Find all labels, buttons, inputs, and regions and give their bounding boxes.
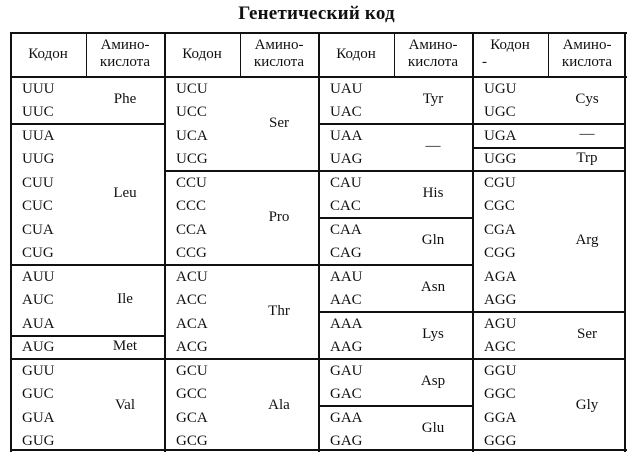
codon-cell: UUA: [22, 127, 55, 144]
codon-cell: CAA: [330, 221, 362, 238]
amino-acid-label: Val: [115, 396, 135, 413]
codon-cell: ACA: [176, 315, 208, 332]
column-border: [318, 32, 320, 452]
codon-cell: UGA: [484, 127, 517, 144]
header-amino-line1: Амино-: [254, 37, 304, 53]
header-subcolumn-border: [240, 32, 241, 76]
amino-acid-label: Arg: [575, 232, 599, 248]
codon-cell: UUU: [22, 80, 55, 97]
amino-acid-label: —: [425, 138, 441, 154]
amino-acid-label: Lys: [422, 326, 444, 342]
header-amino-line1: Амино-: [408, 37, 458, 53]
codon-cell: UGU: [484, 80, 517, 97]
amino-acid-label: Gln: [421, 232, 445, 248]
codon-cell: AGA: [484, 268, 517, 285]
codon-cell: GAA: [330, 409, 363, 426]
codon-cell: GGU: [484, 362, 517, 379]
codon-cell: GAU: [330, 362, 363, 379]
amino-acid-label: Ser: [577, 326, 597, 342]
header-subcolumn-border: [86, 32, 87, 76]
codon-cell: UCA: [176, 127, 208, 144]
codon-cell: AUA: [22, 315, 55, 332]
amino-acid-label: Thr: [268, 302, 290, 319]
amino-acid-label: Pro: [268, 208, 290, 225]
codon-cell: AAU: [330, 268, 363, 285]
codon-cell: UCG: [176, 151, 208, 168]
header-subcolumn-border: [548, 32, 549, 76]
codon-cell: AGU: [484, 315, 517, 332]
amino-acid-label: Ala: [268, 396, 290, 413]
codon-cell: GUG: [22, 433, 55, 450]
codon-cell: GAG: [330, 433, 363, 450]
codon-cell: UAG: [330, 151, 363, 168]
column-border: [624, 32, 626, 452]
header-codon-label: Кодон: [490, 37, 530, 53]
header-amino-line2: кислота: [407, 54, 459, 70]
codon-cell: GGA: [484, 409, 517, 426]
header-subcolumn-border: [394, 32, 395, 76]
codon-cell: AGG: [484, 292, 517, 309]
codon-cell: CGA: [484, 221, 516, 238]
header-amino-line1: Амино-: [100, 37, 150, 53]
genetic-code-table: [10, 32, 627, 452]
header-amino-line2: кислота: [561, 54, 613, 70]
header-amino-line2: кислота: [253, 54, 305, 70]
codon-cell: CAU: [330, 174, 362, 191]
codon-cell: GCG: [176, 433, 208, 450]
codon-cell: UUG: [22, 151, 55, 168]
codon-cell: CGG: [484, 245, 516, 262]
header-codon: Кодон: [28, 45, 68, 62]
header-amino-acid: [548, 32, 626, 76]
codon-cell: UGC: [484, 104, 516, 121]
amino-acid-label: Ser: [269, 114, 289, 131]
codon-cell: GUA: [22, 409, 55, 426]
codon-cell: AGC: [484, 339, 516, 356]
codon-cell: GCU: [176, 362, 208, 379]
column-border: [10, 32, 12, 452]
amino-acid-label: Ile: [117, 290, 133, 307]
amino-acid-label: His: [422, 185, 444, 201]
codon-cell: GGC: [484, 386, 516, 403]
codon-cell: UAA: [330, 127, 363, 144]
codon-cell: UUC: [22, 104, 54, 121]
codon-cell: UAC: [330, 104, 362, 121]
codon-cell: AUG: [22, 339, 55, 356]
amino-acid-label: Cys: [575, 91, 599, 107]
header-codon: Кодон: [182, 45, 222, 62]
codon-cell: CUA: [22, 221, 54, 238]
codon-cell: GCC: [176, 386, 207, 403]
codon-cell: CCA: [176, 221, 207, 238]
amino-acid-label: Tyr: [422, 91, 444, 107]
codon-cell: GAC: [330, 386, 362, 403]
codon-cell: ACC: [176, 292, 207, 309]
amino-acid-label: Leu: [113, 185, 137, 201]
codon-cell: AAA: [330, 315, 363, 332]
codon-cell: AUU: [22, 268, 55, 285]
codon-cell: CUC: [22, 198, 53, 215]
codon-cell: CCU: [176, 174, 207, 191]
codon-cell: AUC: [22, 292, 54, 309]
codon-cell: CGU: [484, 174, 516, 191]
amino-acid-label: Glu: [421, 420, 445, 436]
codon-cell: GCA: [176, 409, 208, 426]
amino-acid-label: Trp: [576, 149, 598, 166]
amino-acid-label: Asn: [420, 279, 446, 295]
amino-acid-label: Met: [112, 337, 138, 354]
codon-cell: ACG: [176, 339, 208, 356]
codon-cell: UCC: [176, 104, 207, 121]
codon-cell: AAG: [330, 339, 363, 356]
codon-cell: CUG: [22, 245, 54, 262]
codon-cell: CAG: [330, 245, 362, 262]
codon-cell: CUU: [22, 174, 54, 191]
codon-cell: CAC: [330, 198, 361, 215]
page-title: Генетический код: [238, 3, 395, 24]
codon-cell: GUC: [22, 386, 54, 403]
column-border: [472, 32, 474, 452]
header-amino-line2: кислота: [99, 54, 151, 70]
codon-cell: UCU: [176, 80, 208, 97]
codon-cell: ACU: [176, 268, 208, 285]
codon-cell: CCG: [176, 245, 207, 262]
header-codon: Кодон: [336, 45, 376, 62]
codon-cell: GGG: [484, 433, 517, 450]
header-amino-acid: [394, 32, 472, 76]
codon-cell: GUU: [22, 362, 55, 379]
header-amino-acid: [240, 32, 318, 76]
codon-cell: UGG: [484, 151, 517, 168]
column-border: [164, 32, 166, 452]
amino-acid-label: Asp: [420, 373, 446, 389]
amino-acid-label: Gly: [575, 396, 599, 413]
codon-cell: CGC: [484, 198, 515, 215]
codon-cell: AAC: [330, 292, 362, 309]
header-amino-line1: Амино-: [562, 37, 612, 53]
header-codon-dash: -: [482, 54, 487, 70]
header-codon: [472, 32, 548, 76]
codon-cell: CCC: [176, 198, 207, 215]
codon-cell: UAU: [330, 80, 363, 97]
amino-acid-label: —: [579, 126, 595, 143]
amino-acid-label: Phe: [113, 91, 137, 107]
header-amino-acid: [86, 32, 164, 76]
